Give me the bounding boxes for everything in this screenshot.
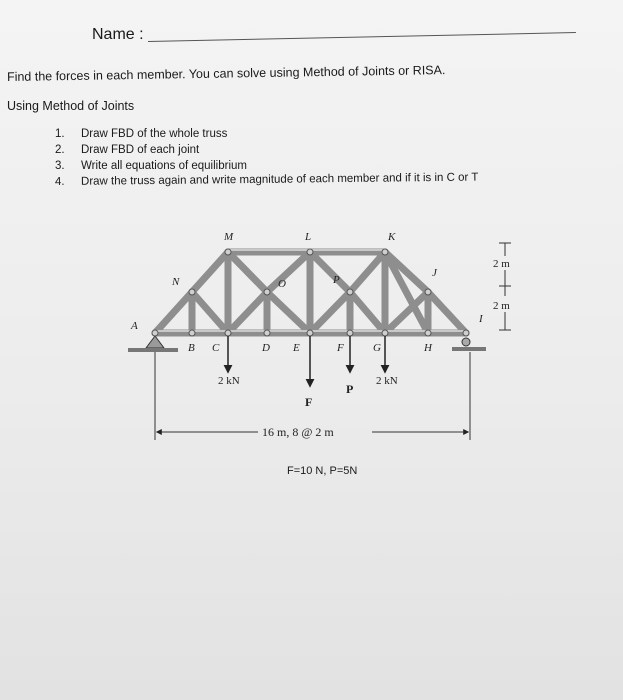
joint-label-h: H: [424, 342, 432, 354]
step-item: 1. Draw FBD of the whole truss: [55, 128, 228, 140]
method-heading: Using Method of Joints: [7, 99, 135, 113]
joint-label-m: M: [224, 231, 234, 243]
problem-prompt: Find the forces in each member. You can solve using Method of Joints or RISA.: [6, 63, 446, 84]
height-label-upper: 2 m: [493, 258, 510, 270]
support-right: [452, 338, 486, 351]
joint-label-g: G: [373, 342, 381, 354]
load-label-c: 2 kN: [218, 375, 240, 387]
height-label-lower: 2 m: [493, 300, 510, 312]
joint-label-d: D: [262, 342, 270, 354]
joint-label-j: J: [432, 267, 437, 279]
joint-label-e: E: [293, 342, 300, 354]
name-label: Name :: [92, 26, 144, 43]
load-label-e: F: [305, 395, 313, 409]
step-item: 2. Draw FBD of each joint: [55, 144, 200, 156]
given-values: F=10 N, P=5N: [287, 465, 358, 477]
joint-label-k: K: [388, 231, 396, 243]
joint-label-i: I: [479, 313, 483, 325]
joint-label-a: A: [131, 320, 138, 332]
load-arrows: [228, 336, 385, 386]
joint-label-p: P: [333, 274, 340, 286]
load-label-f: P: [346, 382, 354, 396]
joint-label-c: C: [212, 342, 220, 354]
load-label-g: 2 kN: [376, 375, 398, 387]
joint-label-n: N: [172, 276, 180, 288]
joint-label-l: L: [305, 231, 312, 243]
span-label: 16 m, 8 @ 2 m: [262, 425, 334, 439]
joint-label-o: O: [278, 278, 286, 290]
joint-label-f: F: [337, 342, 344, 354]
height-dimension: [499, 243, 511, 330]
joint-label-b: B: [188, 342, 195, 354]
step-item: 3. Write all equations of equilibrium: [55, 160, 247, 172]
truss-members: [155, 252, 466, 333]
support-left: [128, 336, 178, 352]
step-item: 4. Draw the truss again and write magnitude of each member and if it is in C or T: [54, 171, 479, 188]
